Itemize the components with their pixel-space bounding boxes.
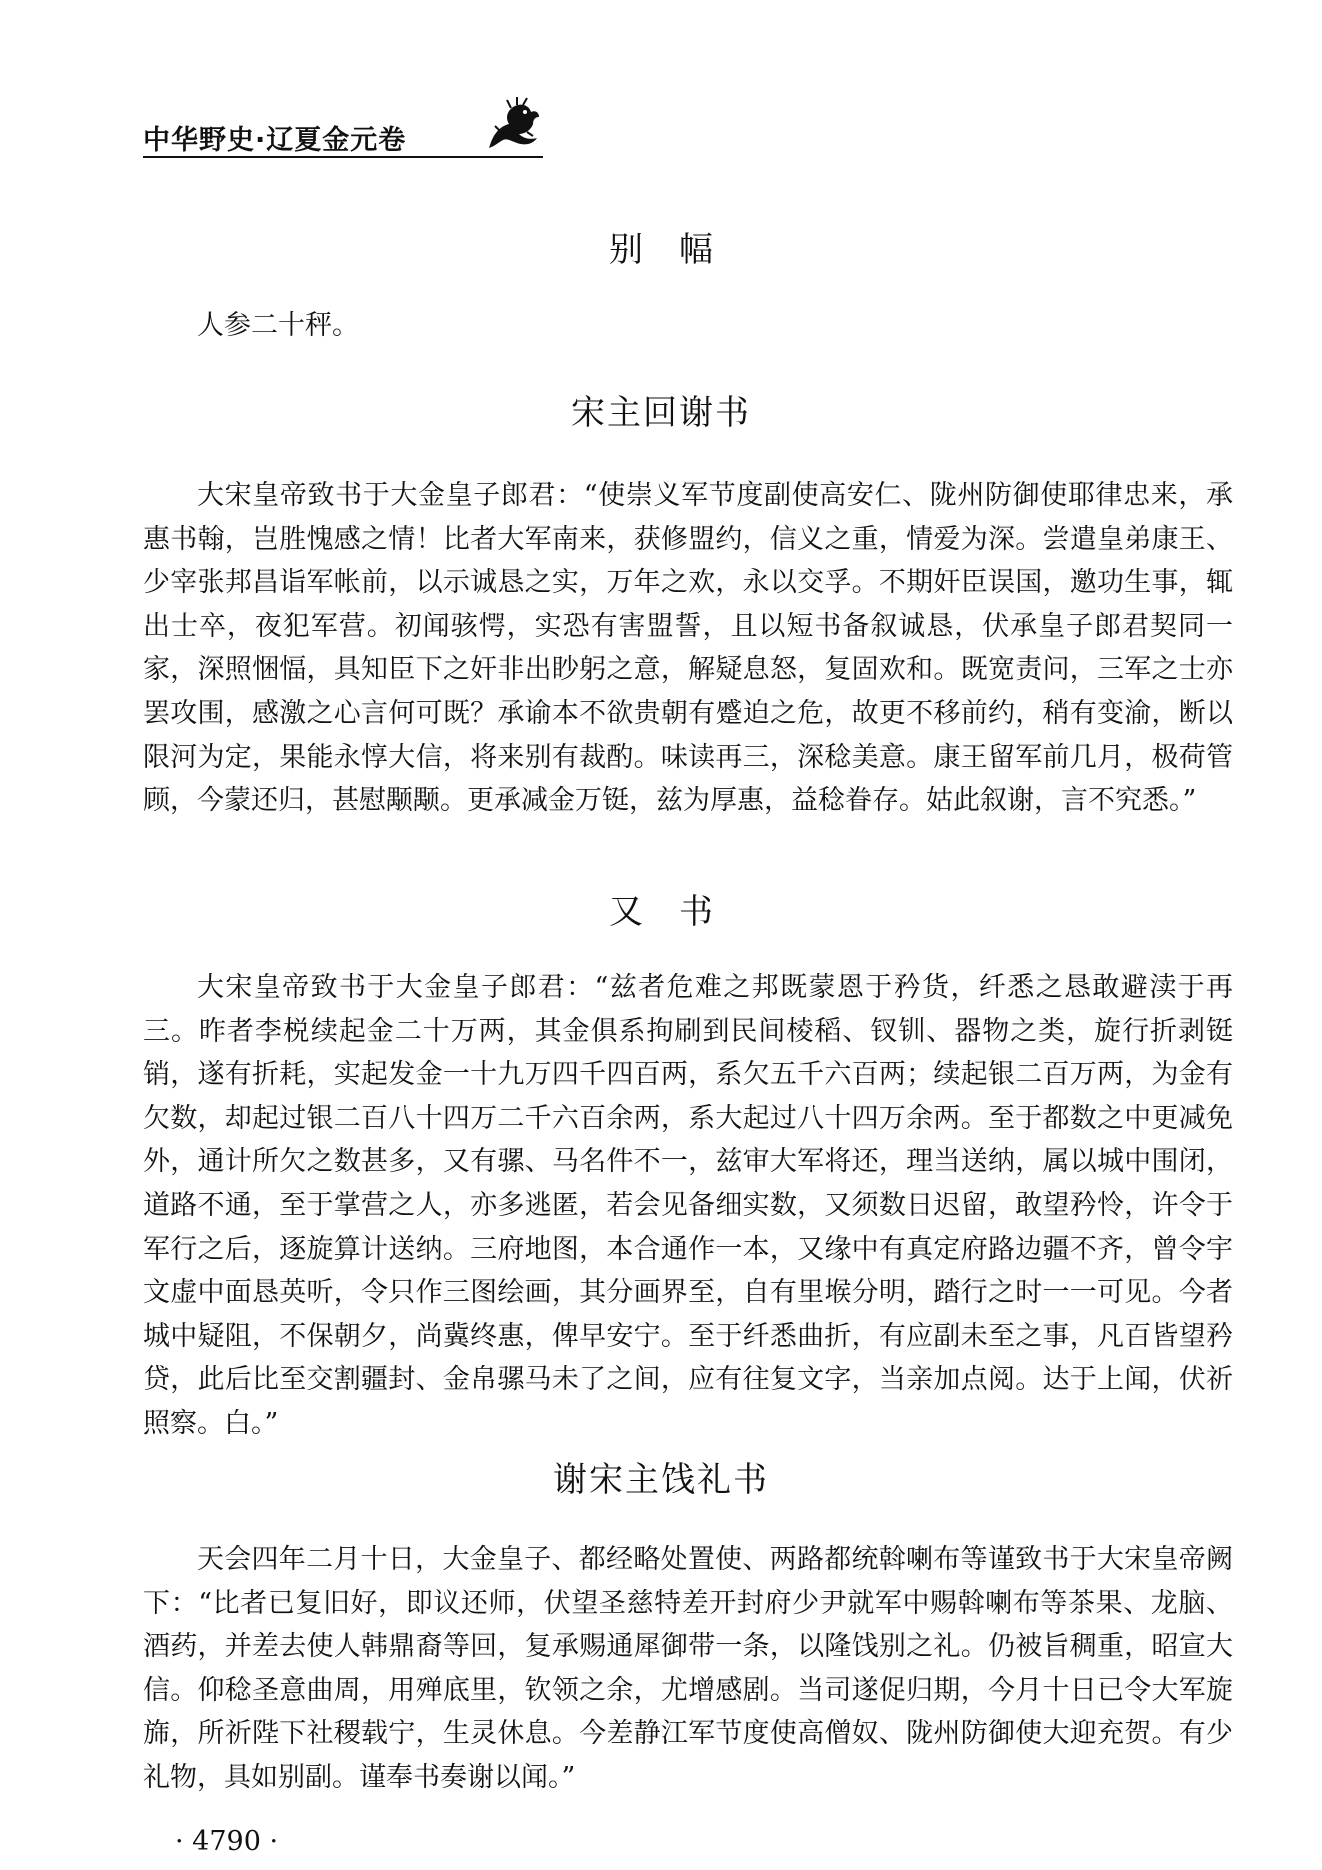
section-paragraph: 大宋皇帝致书于大金皇子郎君：“兹者危难之邦既蒙恩于矜货，纤悉之恳敢避渎于再三。昨者李棁续起金二十万两，其金俱系拘刷到民间棱稻、钗钏、器物之类，旋行折剥铤销，遂有折耗，实起发金一十九万四千四百两，系欠五千六百两；续起银二百万两，为金有欠数，却起过银二百八十四万二千六百余两，系大起过八十四万余两。至于都数之中更减免外，通计所欠之数甚多，又有骡、马名件不一，兹审大军将还，理当送纳，属以城中围闭，道路不通，至于掌营之人，亦多逃匿，若会见备细实数，又须数日迟留，敢望矜怜，许令于军行之后，逐旋算计送纳。三府地图，本合通作一本，又缘中有真定府路边疆不齐，曾令宇文虚中面恳英听，令只作三图绘画，其分画界至，自有里堠分明，踏行之时一一可见。今者城中疑阻，不保朝夕，尚冀终惠，俾早安宁。至于纤悉曲折，有应副未至之事，凡百皆望矜贷，此后比至交割疆封、金帛骡马未了之间，应有往复文字，当亲加点阅。达于上闻，伏祈照察。白。” <box>143 972 1233 1439</box>
section-heading: 又书 <box>609 892 749 932</box>
book-title: 中华野史·辽夏金元卷 <box>143 125 407 156</box>
page-number: · 4790 · <box>175 1826 279 1857</box>
section-heading: 别幅 <box>609 230 749 270</box>
section-heading: 谢宋主饯礼书 <box>553 1460 769 1500</box>
dragon-emblem-icon <box>481 96 547 154</box>
section-heading: 宋主回谢书 <box>571 393 751 433</box>
section-paragraph: 人参二十秤。 <box>197 310 359 341</box>
running-header <box>143 88 543 168</box>
header-rule <box>143 156 543 158</box>
section-paragraph: 天会四年二月十日，大金皇子、都经略处置使、两路都统斡喇布等谨致书于大宋皇帝阙下：“比者已复旧好，即议还师，伏望圣慈特差开封府少尹就军中赐斡喇布等茶果、龙脑、酒药，并差去使人韩鼎裔等回，复承赐通犀御带一条，以隆饯别之礼。仍被旨稠重，昭宣大信。仰稔圣意曲周，用殚底里，钦领之余，尤增感剧。当司遂促归期，今月十日已令大军旋旆，所祈陛下社稷载宁，生灵休息。今差静江军节度使高僧奴、陇州防御使大迎充贺。有少礼物，具如别副。谨奉书奏谢以闻。” <box>143 1544 1233 1793</box>
section-paragraph: 大宋皇帝致书于大金皇子郎君：“使崇义军节度副使高安仁、陇州防御使耶律忠来，承惠书翰，岂胜愧感之情！比者大军南来，获修盟约，信义之重，情爱为深。尝遣皇弟康王、少宰张邦昌诣军帐前，以示诚恳之实，万年之欢，永以交孚。不期奸臣误国，邀功生事，辄出士卒，夜犯军营。初闻骇愕，实恐有害盟誓，且以短书备叙诚恳，伏承皇子郎君契同一家，深照悃愊，具知臣下之奸非出眇躬之意，解疑息怒，复固欢和。既宽责问，三军之士亦罢攻围，感激之心言何可既？承谕本不欲贵朝有蹙迫之危，故更不移前约，稍有变渝，断以限河为定，果能永惇大信，将来别有裁酌。味读再三，深稔美意。康王留军前几月，极荷管顾，今蒙还归，甚慰颙颙。更承减金万铤，兹为厚惠，益稔眷存。姑此叙谢，言不究悉。” <box>143 480 1233 817</box>
